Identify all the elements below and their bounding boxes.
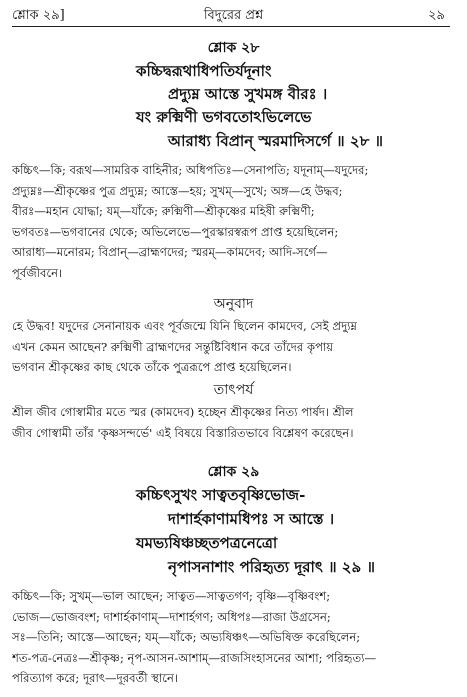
synonym-line: পূর্বজীবনে।: [12, 265, 63, 280]
synonym-line: আরাধ্য—মনোরম; বিপ্রান্—ব্রাহ্মণদের; স্মরম্—কামদেব; আদি-সর্গে—: [12, 245, 328, 260]
translation-line: ভগবান শ্রীকৃষ্ণের কাছ থেকে তাঁকে পুত্ররূপে প্রাপ্ত হয়েছিলেন।: [12, 360, 292, 375]
purport-line: জীব গোস্বামী তাঁর 'কৃষ্ণসন্দর্ভে' এই বিষয়ে বিস্তারিতভাবে বিশ্লেষণ করেছেন।: [12, 425, 354, 440]
translation-text: [12, 316, 452, 378]
synonym-line: ভোজ—ভোজবংশ; দাশার্হকাণাম্—দাশার্হগণ; অধিপঃ—রাজা উগ্রসেন;: [12, 609, 331, 624]
purport-heading: তাৎপর্য: [213, 382, 254, 398]
purport-line: শ্রীল জীব গোস্বামীর মতে স্মর (কামদেব) হচ্ছেন শ্রীকৃষ্ণের নিত্য পার্ষদ। শ্রীল: [12, 405, 354, 419]
synonym-line: শত-পত্র-নেত্রঃ—শ্রীকৃষ্ণ; নৃপ-আসন-আশাম্—রাজসিংহাসনের আশা; পরিহৃত্য—: [12, 650, 377, 665]
verse-29-line-4: নৃপাসনাশাং পরিহৃত্য দূরাৎ ॥ ২৯ ॥: [168, 558, 375, 576]
page-number: ২৯: [428, 8, 445, 23]
synonym-line: কচ্চিৎ—কি; সুখম্—ভাল আছেন; সাত্বত—সাত্বতগণ; বৃষ্ণি—বৃষ্ণিবংশ;: [12, 589, 331, 603]
running-header-verse-ref: শ্লোক ২৯]: [12, 8, 65, 23]
verse-28-line-4: আরাধ্য বিপ্রান্ স্মরমাদিসর্গে ॥ ২৮ ॥: [168, 132, 384, 150]
synonym-line: পরিত্যাগ করে; দূরাৎ—দূরবর্তী স্থানে।: [12, 671, 179, 686]
synonym-line: বীরঃ—মহান যোদ্ধা; যম্—যাঁকে; রুক্মিণী—শ্রীকৃষ্ণের মহিষী রুক্মিণী;: [12, 204, 315, 219]
verse-28-line-3: যং রুক্মিণী ভগবতোঽভিলেভে: [136, 108, 312, 126]
translation-line: এখন কেমন আছেন? রুক্মিণী ব্রাহ্মণদের সন্তুষ্টিবিধান করে তাঁদের কৃপায়: [12, 339, 334, 354]
verse-28-synonyms: [12, 160, 452, 284]
synonym-line: ভগবতঃ—ভগবানের থেকে; অভিলেভে—পুরস্কারস্বরূপ প্রাপ্ত হয়েছিলেন;: [12, 224, 339, 239]
verse-29-line-3: যমভ্যষিঞ্চচ্ছতপত্রনেত্রো: [136, 534, 278, 552]
synonym-line: কচ্চিৎ—কি; বরূথ—সামরিক বাহিনীর; অধিপতিঃ—সেনাপতি; যদূনাম্—যদুদের;: [12, 163, 369, 177]
running-header-title: বিদুরের প্রশ্ন: [203, 8, 264, 23]
header-rule: [12, 26, 450, 27]
synonym-line: সঃ—তিনি; আস্তে—আছেন; যম্—যাঁকে; অভ্যষিঞ্চৎ—অভিষিক্ত করেছিলেন;: [12, 630, 361, 645]
verse-28-line-1: কচ্চিদ্বরূথাধিপতির্যদূনাং: [136, 62, 272, 80]
verse-29-line-1: কচ্চিৎসুখং সাত্বতবৃষ্ণিভোজ-: [136, 486, 306, 504]
purport-text: [12, 402, 452, 443]
verse-29-synonyms: [12, 586, 452, 689]
verse-29-heading: শ্লোক ২৯: [207, 464, 260, 480]
synonym-line: প্রদ্যুম্নঃ—শ্রীকৃষ্ণের পুত্র প্রদ্যুম্ন; আস্তে—হয়; সুখম্—সুখে; অঙ্গ—হে উদ্ধব;: [12, 183, 343, 198]
verse-28-heading: শ্লোক ২৮: [207, 40, 260, 56]
verse-29-line-2: দাশার্হকাণামধিপঃ স আস্তে ।: [168, 510, 335, 528]
translation-line: হে উদ্ধব! যদুদের সেনানায়ক এবং পূর্বজন্মে যিনি ছিলেন কামদেব, সেই প্রদ্যুম্ন: [12, 319, 357, 333]
verse-28-line-2: প্রদ্যুম্ন আস্তে সুখমঙ্গ বীরঃ ।: [168, 85, 328, 103]
translation-heading: অনুবাদ: [213, 296, 254, 312]
